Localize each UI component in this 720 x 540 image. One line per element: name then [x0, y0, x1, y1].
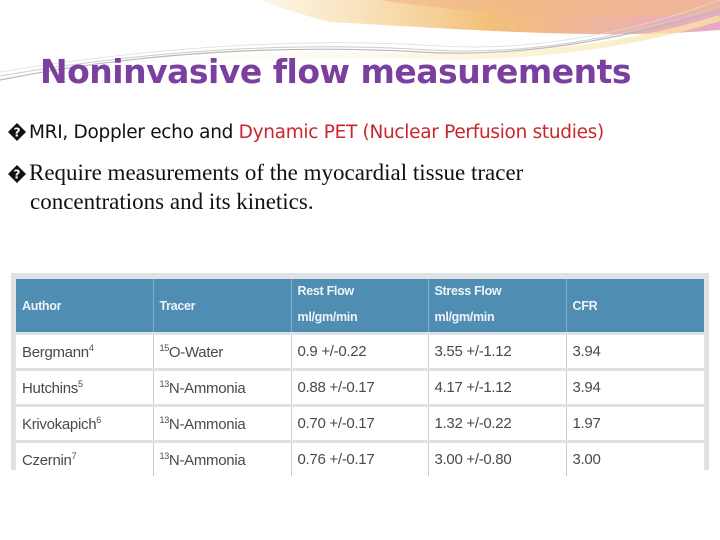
cell-rest-flow: 0.9 +/-0.22 — [291, 334, 428, 370]
header-rest-flow-unit: ml/gm/min — [297, 310, 358, 324]
author-ref: 6 — [96, 414, 101, 425]
cell-cfr: 1.97 — [566, 406, 704, 442]
replacement-glyph-icon — [8, 123, 26, 141]
cell-author — [16, 334, 153, 370]
header-stress-flow-label: Stress Flow — [434, 284, 502, 298]
bullet-2-line-2: concentrations and its kinetics. — [30, 189, 314, 214]
flow-table — [16, 279, 704, 476]
cell-rest-flow: 0.70 +/-0.17 — [291, 406, 428, 442]
cell-author — [16, 370, 153, 406]
header-cfr-label: CFR — [572, 298, 598, 313]
bullet-1-highlight: Dynamic PET (Nuclear Perfusion studies) — [238, 122, 604, 143]
author-ref: 5 — [77, 378, 83, 389]
author-name: Czernin — [22, 451, 72, 469]
cell-stress-flow: 3.55 +/-1.12 — [428, 334, 566, 370]
cell-tracer — [153, 406, 291, 442]
author-ref: 4 — [88, 342, 94, 353]
bullet-1-text: MRI, Doppler echo and — [29, 122, 239, 143]
tracer-name: N-Ammonia — [168, 451, 246, 469]
header-rest-flow — [291, 279, 428, 334]
tracer-isotope: 13 — [159, 450, 169, 461]
slide-title: Noninvasive flow measurements — [40, 52, 632, 91]
bullet-1 — [8, 122, 604, 143]
bullet-2 — [8, 158, 523, 216]
cell-rest-flow: 0.88 +/-0.17 — [291, 370, 428, 406]
cell-tracer — [153, 334, 291, 370]
header-author-label: Author — [22, 298, 62, 313]
cell-cfr: 3.94 — [566, 334, 704, 370]
tracer-isotope: 13 — [159, 414, 169, 425]
header-rest-flow-label: Rest Flow — [297, 284, 354, 298]
tracer-name: N-Ammonia — [168, 415, 246, 433]
cell-stress-flow: 4.17 +/-1.12 — [428, 370, 566, 406]
header-author — [16, 279, 153, 334]
author-name: Bergmann — [22, 343, 89, 361]
cell-cfr: 3.94 — [566, 370, 704, 406]
header-stress-flow-unit: ml/gm/min — [434, 310, 495, 324]
cell-rest-flow: 0.76 +/-0.17 — [291, 442, 428, 477]
cell-author — [16, 442, 153, 477]
svg-text:?: ? — [13, 167, 21, 182]
tracer-name: O-Water — [168, 343, 223, 361]
table-row — [16, 406, 704, 442]
author-ref: 7 — [71, 450, 77, 461]
cell-tracer — [153, 370, 291, 406]
header-tracer-label: Tracer — [159, 298, 196, 313]
tracer-name: N-Ammonia — [168, 379, 246, 397]
bullet-2-line-1: Require measurements of the myocardial tissue tracer — [29, 160, 524, 185]
svg-text:?: ? — [13, 125, 21, 140]
tracer-isotope: 13 — [159, 378, 169, 389]
table-row — [16, 442, 704, 477]
header-stress-flow — [428, 279, 566, 334]
cell-cfr: 3.00 — [566, 442, 704, 477]
table-row — [16, 334, 704, 370]
tracer-isotope: 15 — [159, 342, 169, 353]
cell-author — [16, 406, 153, 442]
replacement-glyph-icon — [8, 165, 26, 183]
cell-tracer — [153, 442, 291, 477]
flow-table-image — [11, 273, 709, 470]
cell-stress-flow: 3.00 +/-0.80 — [428, 442, 566, 477]
table-row — [16, 370, 704, 406]
header-tracer — [153, 279, 291, 334]
cell-stress-flow: 1.32 +/-0.22 — [428, 406, 566, 442]
header-cfr — [566, 279, 704, 334]
author-name: Hutchins — [22, 379, 78, 397]
table-header-row — [16, 279, 704, 334]
author-name: Krivokapich — [22, 415, 97, 433]
